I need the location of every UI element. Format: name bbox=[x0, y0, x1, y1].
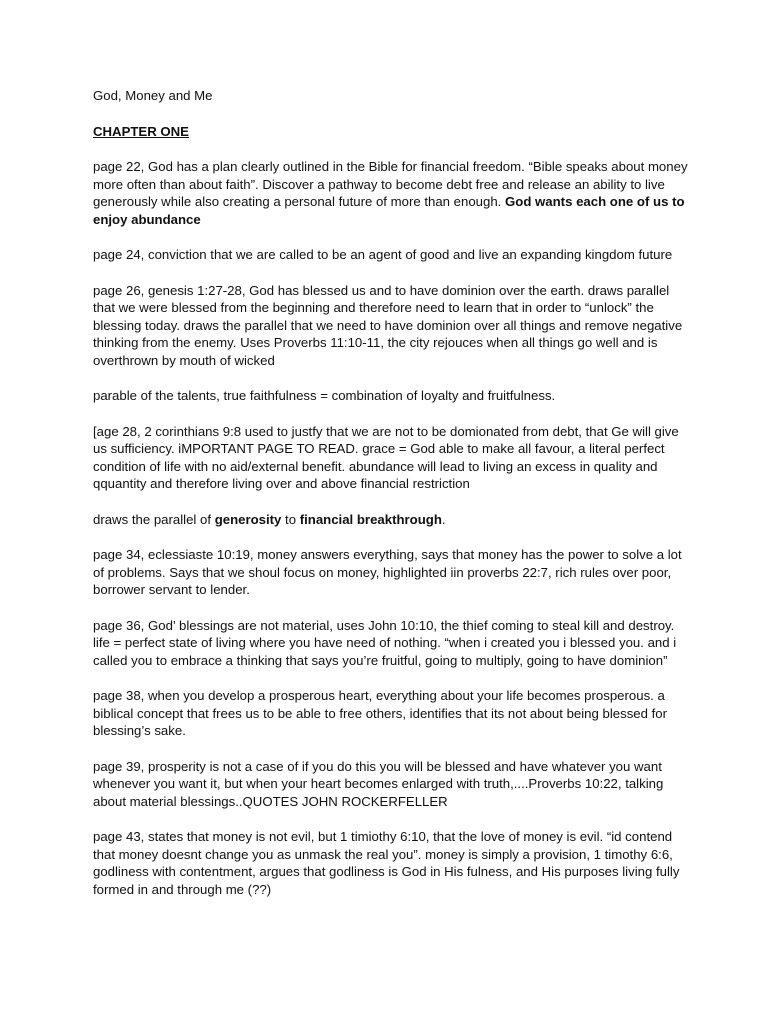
bold-statement: God wants each one of us to enjoy abundance bbox=[93, 194, 685, 227]
paragraph-page-38: page 38, when you develop a prosperous heart, everything about your life becomes prosperous. a biblical concept that frees us to be able to free others, identifies that its not about being blessed for blessing’s sake. bbox=[93, 688, 668, 738]
paragraph-page-24: page 24, conviction that we are called to be an agent of good and live an expanding kingdom future bbox=[93, 247, 673, 262]
bold-generosity: generosity bbox=[214, 511, 282, 527]
paragraph-generosity bbox=[93, 511, 688, 529]
paragraph-text: . bbox=[441, 511, 446, 527]
paragraph-text: draws the parallel of bbox=[93, 511, 215, 527]
paragraph-page-26: page 26, genesis 1:27-28, God has blessed us and to have dominion over the earth. draws parallel that we were blessed from the beginning and therefore need to learn that in order to “unlock” the blessing today. draws the parallel that we need to have dominion over all things and remove negative thinking from the enemy. Uses Proverbs 11:10-11, the city rejouces when all things go well and is overthrown by mouth of wicked bbox=[93, 282, 683, 368]
paragraph-page-34: page 34, eclessiaste 10:19, money answers everything, says that money has the power to solve a lot of problems. Says that we shoul focus on money, highlighted iin proverbs 22:7, rich rules over poor, borrower servant to lender. bbox=[93, 547, 682, 597]
paragraph-page-39: page 39, prosperity is not a case of if you do this you will be blessed and have whatever you want whenever you want it, but when your heart becomes enlarged with truth,....Proverbs 10:22, talking about material blessings..QUOTES JOHN ROCKERFELLER bbox=[93, 758, 664, 809]
document-title: God, Money and Me bbox=[93, 88, 213, 103]
paragraph-page-36: page 36, God’ blessings are not material, uses John 10:10, the thief coming to steal kill and destroy. life = perfect state of living where you have need of nothing. “when i created you i blessed you. and i called you to embrace a thinking that says you’re fruitful, going to multiply, going to have dominion” bbox=[93, 617, 677, 668]
paragraph-text: page 22, God has a plan clearly outlined in the Bible for financial freedom. “Bible speaks about money more often than about faith”. Discover a pathway to become debt free and release an ability to live generously while also creating a personal future of more than enough. bbox=[93, 159, 688, 209]
paragraph-page-28: [age 28, 2 corinthians 9:8 used to justfy that we are not to be domionated from debt, that Ge will give us sufficiency. iMPORTANT PAGE TO READ. grace = God able to make all favour, a literal perfect condition of life with no aid/external benefit. abundance will lead to living an excess in quality and qquantity and therefore living over and above financial restriction bbox=[93, 423, 679, 491]
paragraph-page-43: page 43, states that money is not evil, but 1 timiothy 6:10, that the love of money is evil. “id contend that money doesnt change you as unmask the real you”. money is simply a provision, 1 timothy 6:6, godliness with contentment, argues that godliness is God in His fulness, and His purposes living fully formed in and through me (??) bbox=[93, 829, 680, 897]
paragraph-page-22 bbox=[93, 158, 688, 228]
bold-financial-breakthrough: financial breakthrough bbox=[299, 511, 442, 527]
chapter-heading: CHAPTER ONE bbox=[93, 123, 189, 139]
paragraph-text: to bbox=[281, 511, 300, 527]
paragraph-talents: parable of the talents, true faithfulness = combination of loyalty and fruitfulness. bbox=[93, 388, 556, 403]
